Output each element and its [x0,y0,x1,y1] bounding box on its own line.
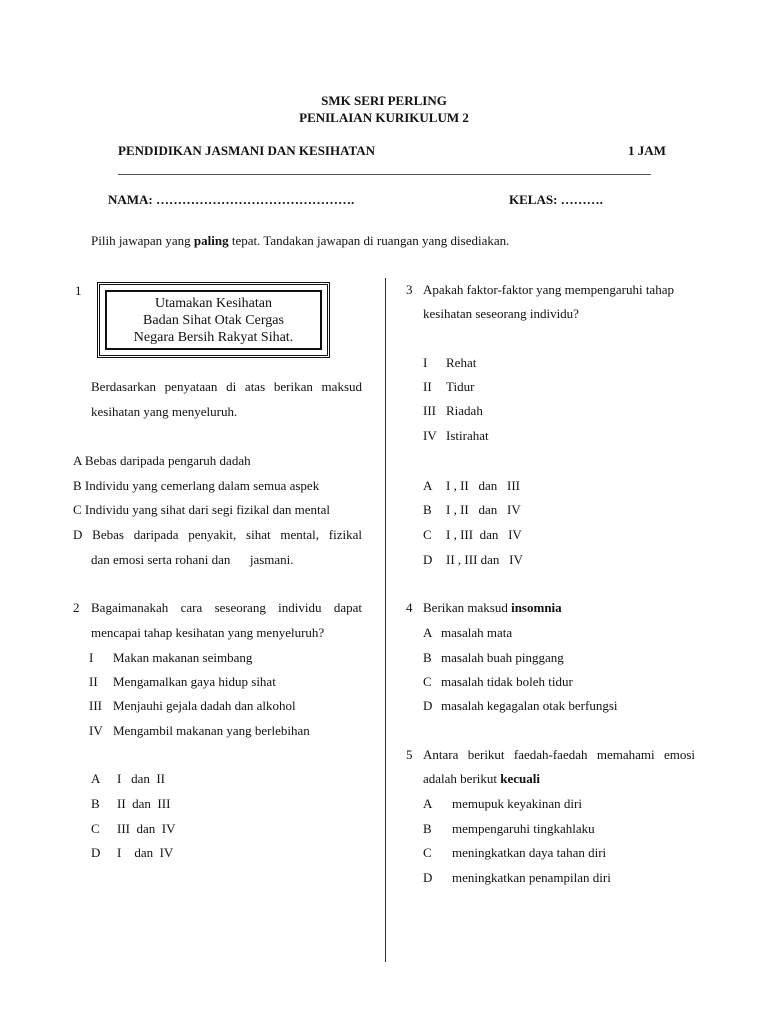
q1-option-c[interactable]: C Individu yang sihat dari segi fizikal dan mental [73,502,331,517]
q2-stem-line2: mencapai tahap kesihatan yang menyeluruh? [91,625,325,640]
q1-option-a[interactable]: A Bebas daripada pengaruh dadah [73,453,251,468]
instruction-suffix: tepat. Tandakan jawapan di ruangan yang disediakan. [228,233,510,248]
q2-option-d[interactable]: I dan IV [117,845,174,860]
q1-number: 1 [75,283,82,298]
q4-stem [423,600,562,616]
q2-item-3-num: III [89,698,102,713]
q5-stem-keyword: kecuali [500,771,540,786]
q4-stem-keyword: insomnia [511,600,562,615]
q5-option-a[interactable]: memupuk keyakinan diri [452,796,582,811]
slogan-line-1: Utamakan Kesihatan [154,296,272,311]
instruction-prefix: Pilih jawapan yang [91,233,194,248]
q3-option-b-letter[interactable]: B [423,502,432,517]
q2-option-b-letter[interactable]: B [91,796,100,811]
q5-option-d[interactable]: meningkatkan penampilan diri [452,870,611,885]
q5-option-b[interactable]: mempengaruhi tingkahlaku [452,821,595,836]
exam-title: PENILAIAN KURIKULUM 2 [299,110,469,125]
q3-item-4: Istirahat [446,428,489,443]
school-name: SMK SERI PERLING [321,93,447,108]
q3-stem-line2: kesihatan seseorang individu? [423,306,579,321]
q2-stem-line1: Bagaimanakah cara seseorang individu dapat [91,600,362,615]
q1-stem-line2: kesihatan yang menyeluruh. [91,404,238,419]
q5-stem-line2 [423,771,540,787]
q2-option-a[interactable]: I dan II [117,771,166,786]
q3-item-3: Riadah [446,403,483,418]
header-divider [118,174,651,175]
duration: 1 JAM [628,143,666,158]
q3-option-c-letter[interactable]: C [423,527,432,542]
q3-option-a[interactable]: I , II dan III [446,478,520,493]
q5-stem-prefix: adalah berikut [423,771,501,786]
class-field[interactable]: KELAS: ………. [509,192,603,207]
q1-option-d[interactable]: D Bebas daripada penyakit, sihat mental, fizikal [73,527,362,542]
q5-option-d-letter[interactable]: D [423,870,433,885]
q2-option-d-letter[interactable]: D [91,845,101,860]
q2-item-1: Makan makanan seimbang [113,650,253,665]
q4-stem-prefix: Berikan maksud [423,600,512,615]
q5-option-a-letter[interactable]: A [423,796,433,811]
q4-option-a[interactable]: masalah mata [441,625,513,640]
q1-option-d-continued: dan emosi serta rohani dan jasmani. [91,552,294,567]
q2-option-a-letter[interactable]: A [91,771,101,786]
q2-number: 2 [73,600,80,615]
q3-option-a-letter[interactable]: A [423,478,433,493]
q3-item-2: Tidur [446,379,475,394]
q3-item-1: Rehat [446,355,477,370]
name-field[interactable]: NAMA: ………………………………………. [108,192,355,207]
q3-option-b[interactable]: I , II dan IV [446,502,521,517]
instruction-emphasis: paling [193,233,229,248]
q4-option-d-letter[interactable]: D [423,698,433,713]
q3-item-1-num: I [423,355,428,370]
q2-option-c[interactable]: III dan IV [117,821,176,836]
q4-option-b[interactable]: masalah buah pinggang [441,650,564,665]
q2-item-1-num: I [89,650,94,665]
q5-option-c-letter[interactable]: C [423,845,432,860]
instruction [91,233,509,249]
q2-option-c-letter[interactable]: C [91,821,100,836]
q5-option-b-letter[interactable]: B [423,821,432,836]
q1-option-b[interactable]: B Individu yang cemerlang dalam semua aspek [73,478,320,493]
q3-item-2-num: II [423,379,432,394]
q3-item-4-num: IV [423,428,437,443]
q1-stem-line1: Berdasarkan penyataan di atas berikan maksud [91,379,362,394]
q3-option-d[interactable]: II , III dan IV [446,552,523,567]
slogan-line-3: Negara Bersih Rakyat Sihat. [133,330,294,345]
q5-option-c[interactable]: meningkatkan daya tahan diri [452,845,607,860]
q4-option-c[interactable]: masalah tidak boleh tidur [441,674,573,689]
column-divider [385,278,386,962]
q2-item-3: Menjauhi gejala dadah dan alkohol [113,698,296,713]
q2-option-b[interactable]: II dan III [117,796,171,811]
slogan-box [97,282,330,358]
q2-item-2: Mengamalkan gaya hidup sihat [113,674,276,689]
q3-number: 3 [406,282,413,297]
q4-option-c-letter[interactable]: C [423,674,432,689]
subject-title: PENDIDIKAN JASMANI DAN KESIHATAN [118,143,376,158]
q4-number: 4 [406,600,413,615]
q5-stem-line1: Antara berikut faedah-faedah memahami emosi [423,747,695,762]
q4-option-d[interactable]: masalah kegagalan otak berfungsi [441,698,618,713]
q2-item-4: Mengambil makanan yang berlebihan [113,723,310,738]
q3-stem-line1: Apakah faktor-faktor yang mempengaruhi tahap [423,282,674,297]
q3-option-d-letter[interactable]: D [423,552,433,567]
q2-item-2-num: II [89,674,98,689]
q5-number: 5 [406,747,413,762]
q4-option-b-letter[interactable]: B [423,650,432,665]
q3-option-c[interactable]: I , III dan IV [446,527,522,542]
q2-item-4-num: IV [89,723,103,738]
q3-item-3-num: III [423,403,436,418]
slogan-line-2: Badan Sihat Otak Cergas [143,313,284,328]
q4-option-a-letter[interactable]: A [423,625,433,640]
